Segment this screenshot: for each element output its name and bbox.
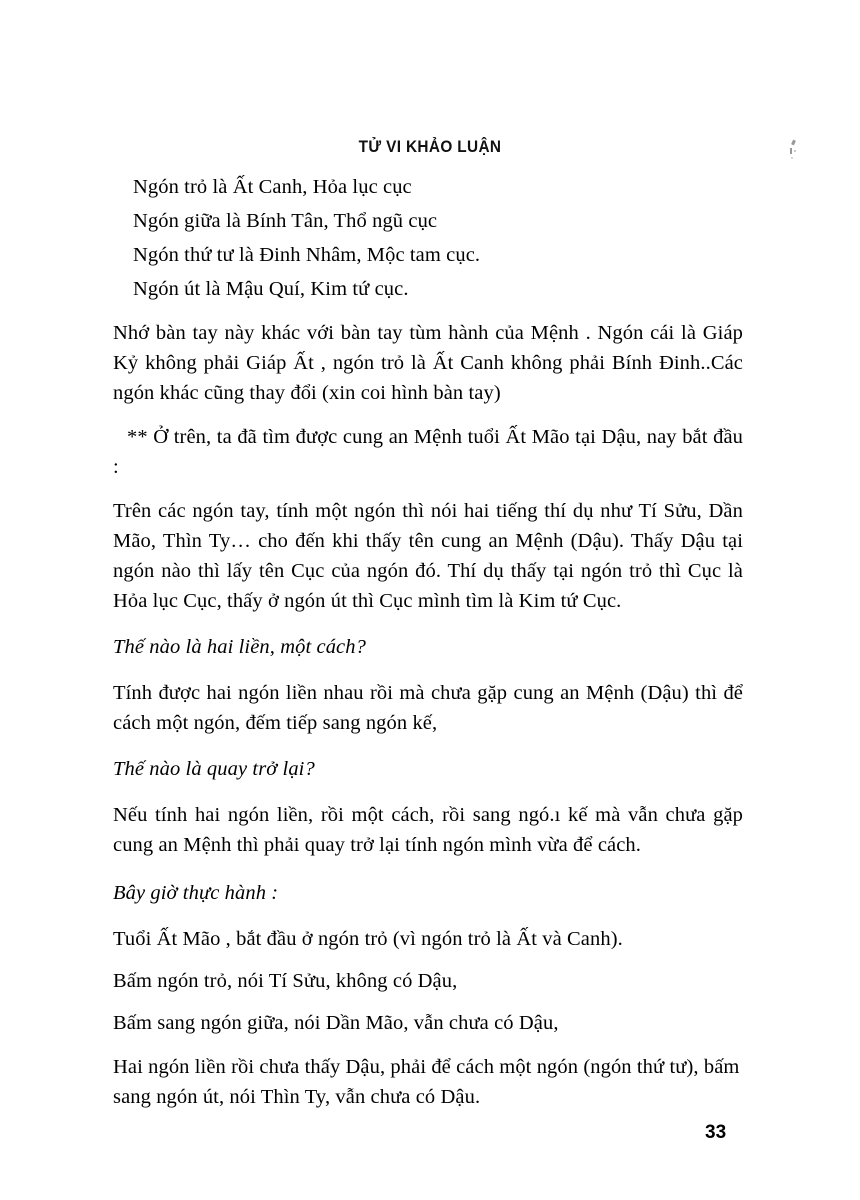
paragraph-counting-method: Trên các ngón tay, tính một ngón thì nói hai tiếng thí dụ như Tí Sửu, Dần Mão, Thìn Ty… cho đến khi thấy tên cung an Mệnh (Dậu). Thấy Dậu tại ngón nào thì lấy tên Cục của ngón đó. Thí dụ thấy tại ngón trỏ thì Cục là Hỏa lục Cục, thấy ở ngón út thì Cục mình tìm là Kim tứ Cục. bbox=[113, 500, 743, 612]
subheading-question-two: Thế nào là quay trở lại? bbox=[113, 758, 315, 780]
spacer bbox=[113, 306, 743, 318]
page-number: 33 bbox=[705, 1122, 727, 1143]
paragraph-starred-note: ** Ở trên, ta đã tìm được cung an Mệnh tuổi Ất Mão tại Dậu, nay bắt đầu : bbox=[113, 426, 743, 478]
page-body bbox=[113, 170, 743, 1112]
spacer bbox=[113, 996, 743, 1008]
spacer bbox=[113, 738, 743, 754]
spacer bbox=[113, 954, 743, 966]
subheading-practice: Bây giờ thực hành : bbox=[113, 882, 279, 904]
scan-speck-artifact-icon bbox=[788, 140, 797, 162]
subheading-question-one: Thế nào là hai liền, một cách? bbox=[113, 636, 366, 658]
enumeration-line: Ngón thứ tư là Đinh Nhâm, Mộc tam cục. bbox=[133, 244, 481, 266]
enumeration-line: Ngón giữa là Bính Tân, Thổ ngũ cục bbox=[133, 210, 438, 232]
spacer bbox=[113, 860, 743, 878]
enumeration-line: Ngón út là Mậu Quí, Kim tứ cục. bbox=[133, 278, 409, 300]
paragraph-final: Hai ngón liền rồi chưa thấy Dậu, phải để cách một ngón (ngón thứ tư), bấm sang ngón út, nói Thìn Ty, vẫn chưa có Dậu. bbox=[113, 1056, 740, 1108]
spacer bbox=[113, 1038, 743, 1052]
paragraph-answer-one: Tính được hai ngón liền nhau rồi mà chưa gặp cung an Mệnh (Dậu) thì để cách một ngón, đếm tiếp sang ngón kế, bbox=[113, 682, 743, 734]
spacer bbox=[113, 482, 743, 496]
practice-line: Tuổi Ất Mão , bắt đầu ở ngón trỏ (vì ngón trỏ là Ất và Canh). bbox=[113, 928, 623, 950]
paragraph-hand-note: Nhớ bàn tay này khác với bàn tay tùm hành của Mệnh . Ngón cái là Giáp Kỷ không phải Giáp Ất , ngón trỏ là Ất Canh không phải Bính Đinh..Các ngón khác cũng thay đổi (xin coi hình bàn tay) bbox=[113, 322, 743, 404]
running-head-title: TỬ VI KHẢO LUẬN bbox=[358, 138, 502, 156]
spacer bbox=[113, 408, 743, 422]
spacer bbox=[113, 662, 743, 678]
spacer bbox=[113, 784, 743, 800]
practice-line: Bấm sang ngón giữa, nói Dần Mão, vẫn chưa có Dậu, bbox=[113, 1012, 559, 1034]
enumeration-line: Ngón trỏ là Ất Canh, Hỏa lục cục bbox=[133, 176, 412, 198]
spacer bbox=[113, 616, 743, 632]
spacer bbox=[113, 908, 743, 924]
practice-line: Bấm ngón trỏ, nói Tí Sửu, không có Dậu, bbox=[113, 970, 458, 992]
paragraph-answer-two: Nếu tính hai ngón liền, rồi một cách, rồi sang ngó.ı kế mà vẫn chưa gặp cung an Mệnh thì phải quay trở lại tính ngón mình vừa để cách. bbox=[113, 804, 743, 856]
